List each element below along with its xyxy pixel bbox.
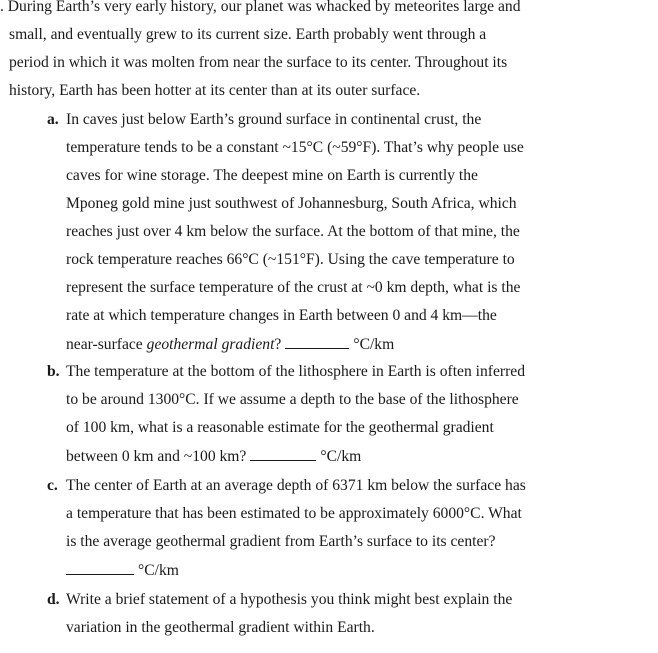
answer-blank-a[interactable] [285,334,349,349]
unit-label-b: °C/km [320,448,362,465]
question-a-line-7: represent the surface temperature of the crust at ~0 km depth, what is the [66,279,521,296]
question-c-line-3: is the average geothermal gradient from Earth’s surface to its center? [66,533,496,550]
question-a-line-3: caves for wine storage. The deepest mine on Earth is currently the [66,167,478,184]
question-b-label: b. [47,363,60,380]
question-a-line-6: rock temperature reaches 66°C (~151°F). Using the cave temperature to [66,251,515,268]
question-b-line-1: The temperature at the bottom of the lithosphere in Earth is often inferred [66,363,525,380]
question-d-line-2: variation in the geothermal gradient within Earth. [66,619,375,636]
answer-blank-b[interactable] [250,446,316,461]
answer-blank-c[interactable] [66,560,134,575]
question-d-label: d. [47,591,60,608]
intro-line-2: small, and eventually grew to its current size. Earth probably went through a [9,26,487,43]
question-a-line-2: temperature tends to be a constant ~15°C (~59°F). That’s why people use [66,139,524,156]
question-a-last-suffix: ? [274,336,282,353]
question-a-label: a. [47,111,59,128]
intro-line-3: period in which it was molten from near the surface to its center. Throughout its [9,54,508,71]
question-b-last-prefix: between 0 km and ~100 km? [66,448,247,465]
question-c-line-1: The center of Earth at an average depth of 6371 km below the surface has [66,477,526,494]
question-c-line-2: a temperature that has been estimated to be approximately 6000°C. What [66,505,522,522]
unit-label-a: °C/km [353,336,395,353]
question-b-answer-line [66,446,361,466]
question-d-line-1: Write a brief statement of a hypothesis you think might best explain the [66,591,513,608]
question-a-answer-line [66,334,394,354]
question-a-line-4: Mponeg gold mine just southwest of Johannesburg, South Africa, which [66,195,517,212]
question-a-line-5: reaches just over 4 km below the surface. At the bottom of that mine, the [66,223,520,240]
question-a-last-prefix: near-surface [66,336,147,353]
question-a-line-1: In caves just below Earth’s ground surface in continental crust, the [66,111,482,128]
question-b-line-3: of 100 km, what is a reasonable estimate for the geothermal gradient [66,419,494,436]
intro-line-4: history, Earth has been hotter at its center than at its outer surface. [9,82,421,99]
question-c-label: c. [47,477,58,494]
question-a-line-8: rate at which temperature changes in Earth between 0 and 4 km—the [66,307,497,324]
unit-label-c: °C/km [138,562,179,579]
intro-line-1: . During Earth’s very early history, our planet was whacked by meteorites large and [0,0,521,15]
question-b-line-2: to be around 1300°C. If we assume a depth to the base of the lithosphere [66,391,519,408]
question-c-answer-line [66,560,179,580]
geothermal-gradient-term: geothermal gradient [146,336,275,353]
